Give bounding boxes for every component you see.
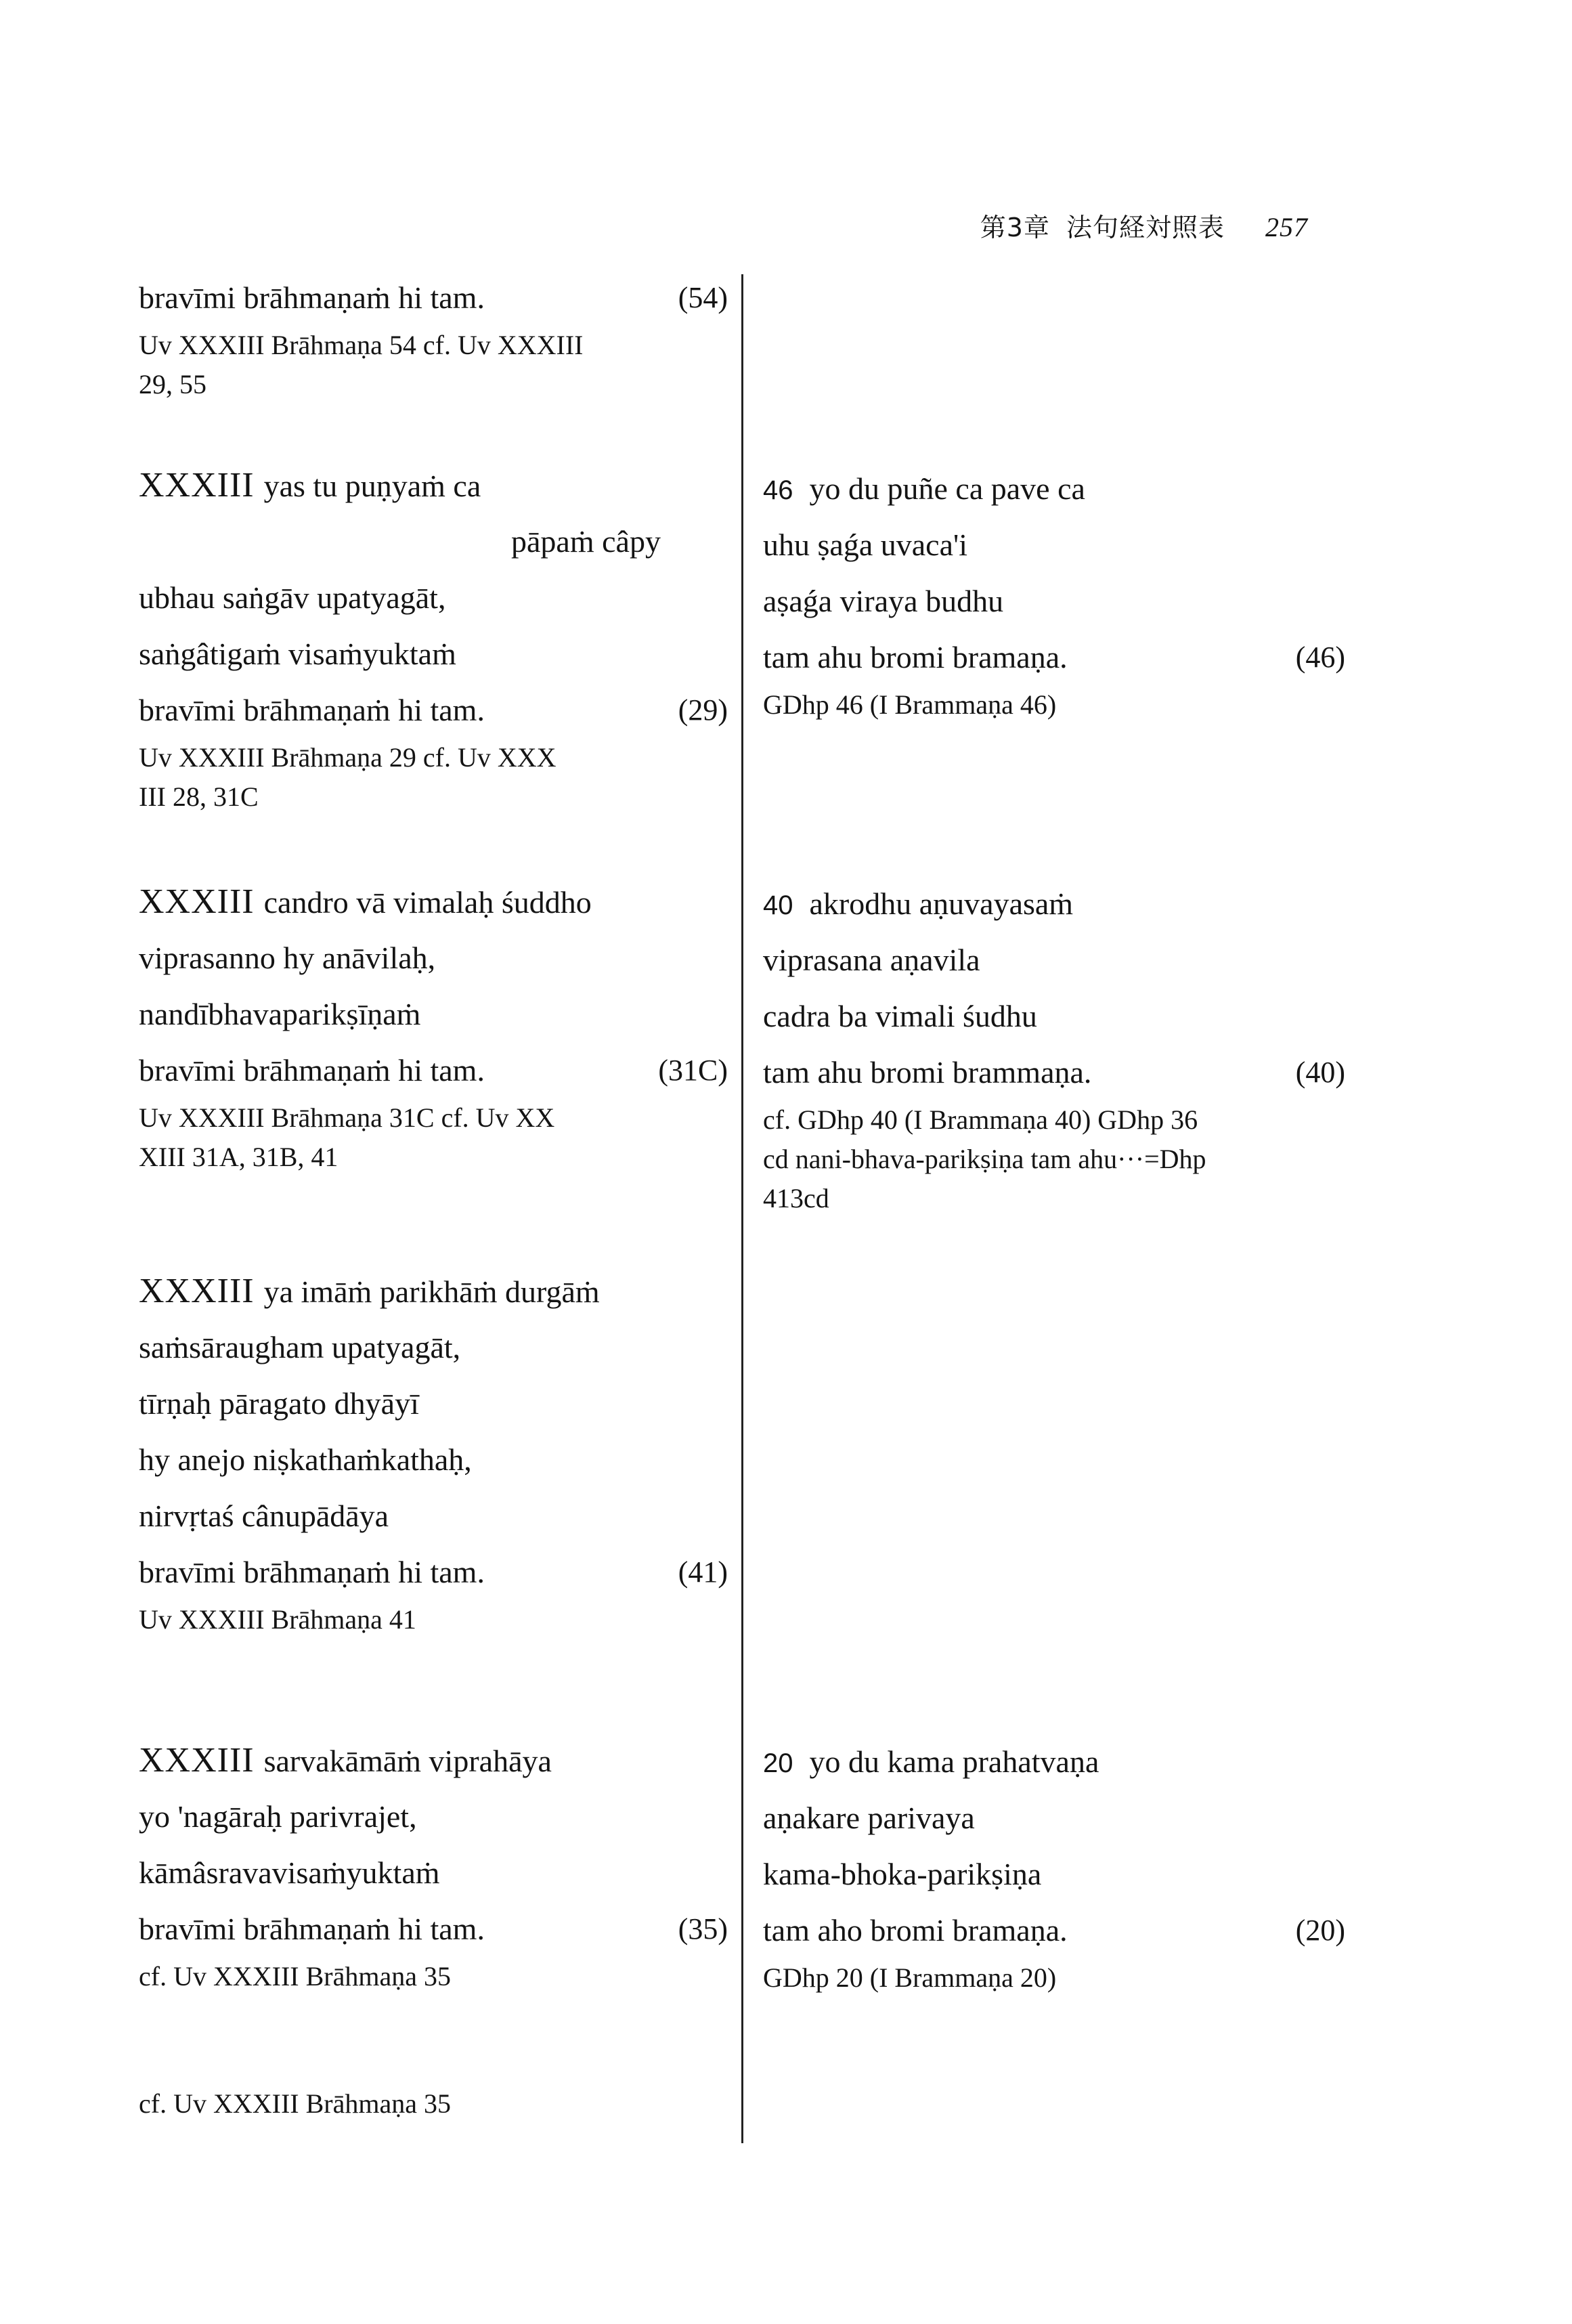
line-text: aṣaǵa viraya budhu: [763, 584, 1004, 618]
verse-line: [763, 1790, 1345, 1846]
verse-line: [139, 1732, 728, 1788]
left-entry-54: [139, 270, 728, 404]
verse-number: (40): [1295, 1056, 1345, 1089]
left-entry-trailing: [139, 2084, 728, 2124]
reference-line: cf. Uv XXXIII Brāhmaṇa 35: [139, 2088, 451, 2119]
verse-index: 40: [763, 890, 793, 920]
verse-number: (29): [678, 693, 728, 727]
verse-line: [139, 1263, 728, 1319]
verse-index: 20: [763, 1748, 793, 1778]
reference-line: 413cd: [763, 1183, 829, 1213]
line-text: yas tu puṇyaṁ ca: [263, 469, 481, 503]
reference-line: 29, 55: [139, 369, 206, 400]
verse-line: [139, 1375, 728, 1432]
verse-line: [139, 270, 728, 326]
line-text: candro vā vimalaḥ śuddho: [263, 885, 592, 920]
verse-line: [139, 1788, 728, 1845]
line-text: bravīmi brāhmaṇaṁ hi tam.: [139, 1053, 485, 1088]
line-text: nirvṛtaś cânupādāya: [139, 1499, 389, 1533]
line-text: akrodhu aṇuvayasaṁ: [809, 886, 1074, 921]
verse-number: (46): [1295, 641, 1345, 674]
verse-line: [139, 682, 728, 738]
reference-line: XIII 31A, 31B, 41: [139, 1142, 339, 1172]
reference-line: cf. GDhp 40 (I Brammaṇa 40) GDhp 36: [763, 1104, 1198, 1135]
page-number: 257: [1265, 212, 1308, 242]
line-text: bravīmi brāhmaṇaṁ hi tam.: [139, 1912, 485, 1946]
verse-line: [139, 1042, 728, 1098]
chapter-tag: XXXIII: [139, 1741, 255, 1780]
column-divider: [741, 274, 743, 2143]
verse-line: [763, 1846, 1345, 1902]
reference-line: Uv XXXIII Brāhmaṇa 41: [139, 1604, 416, 1635]
line-text: cadra ba vimali śudhu: [763, 999, 1037, 1033]
verse-line: [763, 629, 1345, 685]
chapter-title: 法句経対照表: [1066, 213, 1225, 242]
line-text: saṁsāraugham upatyagāt,: [139, 1330, 461, 1364]
verse-line: [139, 1544, 728, 1600]
verse-line: [139, 569, 728, 626]
right-entry-46: [763, 460, 1345, 725]
line-text: aṇakare parivaya: [763, 1801, 975, 1835]
line-text: tam ahu bromi bramaṇa.: [763, 640, 1068, 674]
chapter-label: 第3章: [980, 213, 1050, 242]
running-header: [980, 207, 1308, 244]
verse-number: (31C): [658, 1054, 728, 1087]
line-text: bravīmi brāhmaṇaṁ hi tam.: [139, 693, 485, 727]
verse-index: 46: [763, 475, 793, 505]
right-entry-20: [763, 1734, 1345, 1998]
line-text: bravīmi brāhmaṇaṁ hi tam.: [139, 1555, 485, 1589]
line-text: ubhau saṅgāv upatyagāt,: [139, 580, 446, 615]
line-text: sarvakāmāṁ viprahāya: [263, 1744, 552, 1778]
verse-line: [763, 988, 1345, 1044]
verse-line: [139, 930, 728, 986]
chapter-tag: XXXIII: [139, 466, 255, 504]
left-entry-41: [139, 1263, 728, 1639]
verse-line: [139, 1432, 728, 1488]
verse-line: [763, 460, 1345, 517]
line-text: yo du kama prahatvaṇa: [809, 1744, 1099, 1779]
line-text: pāpaṁ câpy: [511, 524, 661, 559]
reference-line: III 28, 31C: [139, 781, 259, 812]
reference-line: Uv XXXIII Brāhmaṇa 31C cf. Uv XX: [139, 1102, 555, 1133]
verse-line: [139, 874, 728, 930]
line-text: kama-bhoka-parikṣiṇa: [763, 1857, 1042, 1891]
verse-line: [139, 1319, 728, 1375]
line-text: kāmâsravavisaṁyuktaṁ: [139, 1855, 440, 1890]
verse-line: [763, 876, 1345, 932]
line-text: yo du puñe ca pave ca: [809, 471, 1085, 506]
verse-line: [763, 1044, 1345, 1100]
line-text: tam ahu bromi brammaṇa.: [763, 1055, 1092, 1090]
verse-line: [139, 513, 728, 569]
verse-line: [139, 1901, 728, 1957]
verse-line: [763, 1902, 1345, 1958]
reference-line: cf. Uv XXXIII Brāhmaṇa 35: [139, 1961, 451, 1992]
left-entry-29: [139, 457, 728, 817]
chapter-tag: XXXIII: [139, 882, 255, 921]
chapter-tag: XXXIII: [139, 1272, 255, 1310]
line-text: nandībhavaparikṣīṇaṁ: [139, 997, 421, 1031]
reference-line: Uv XXXIII Brāhmaṇa 54 cf. Uv XXXIII: [139, 330, 584, 360]
verse-line: [763, 517, 1345, 573]
verse-line: [139, 626, 728, 682]
line-text: saṅgâtigaṁ visaṁyuktaṁ: [139, 637, 456, 671]
verse-line: [139, 1845, 728, 1901]
verse-number: (54): [678, 281, 728, 314]
verse-line: [139, 1488, 728, 1544]
line-text: viprasana aṇavila: [763, 943, 980, 977]
line-text: uhu ṣaǵa uvaca'i: [763, 528, 968, 562]
reference-line: Uv XXXIII Brāhmaṇa 29 cf. Uv XXX: [139, 742, 556, 773]
left-entry-31c: [139, 874, 728, 1177]
line-text: tam aho bromi bramaṇa.: [763, 1913, 1068, 1948]
line-text: ya imāṁ parikhāṁ durgāṁ: [263, 1274, 600, 1309]
line-text: yo 'nagāraḥ parivrajet,: [139, 1799, 417, 1834]
left-entry-35: [139, 1732, 728, 1996]
verse-number: (20): [1295, 1914, 1345, 1947]
verse-number: (41): [678, 1555, 728, 1589]
verse-number: (35): [678, 1912, 728, 1945]
verse-line: [139, 986, 728, 1042]
verse-line: [139, 457, 728, 513]
reference-line: GDhp 46 (I Brammaṇa 46): [763, 689, 1057, 720]
line-text: viprasanno hy anāvilaḥ,: [139, 941, 436, 975]
reference-line: GDhp 20 (I Brammaṇa 20): [763, 1962, 1057, 1993]
verse-line: [763, 1734, 1345, 1790]
right-entry-40: [763, 876, 1345, 1218]
reference-line: cd nani-bhava-parikṣiṇa tam ahu···=Dhp: [763, 1144, 1206, 1174]
verse-line: [763, 932, 1345, 988]
line-text: hy anejo niṣkathaṁkathaḥ,: [139, 1442, 472, 1477]
line-text: tīrṇaḥ pāragato dhyāyī: [139, 1386, 419, 1421]
line-text: bravīmi brāhmaṇaṁ hi tam.: [139, 280, 485, 315]
verse-line: [763, 573, 1345, 629]
